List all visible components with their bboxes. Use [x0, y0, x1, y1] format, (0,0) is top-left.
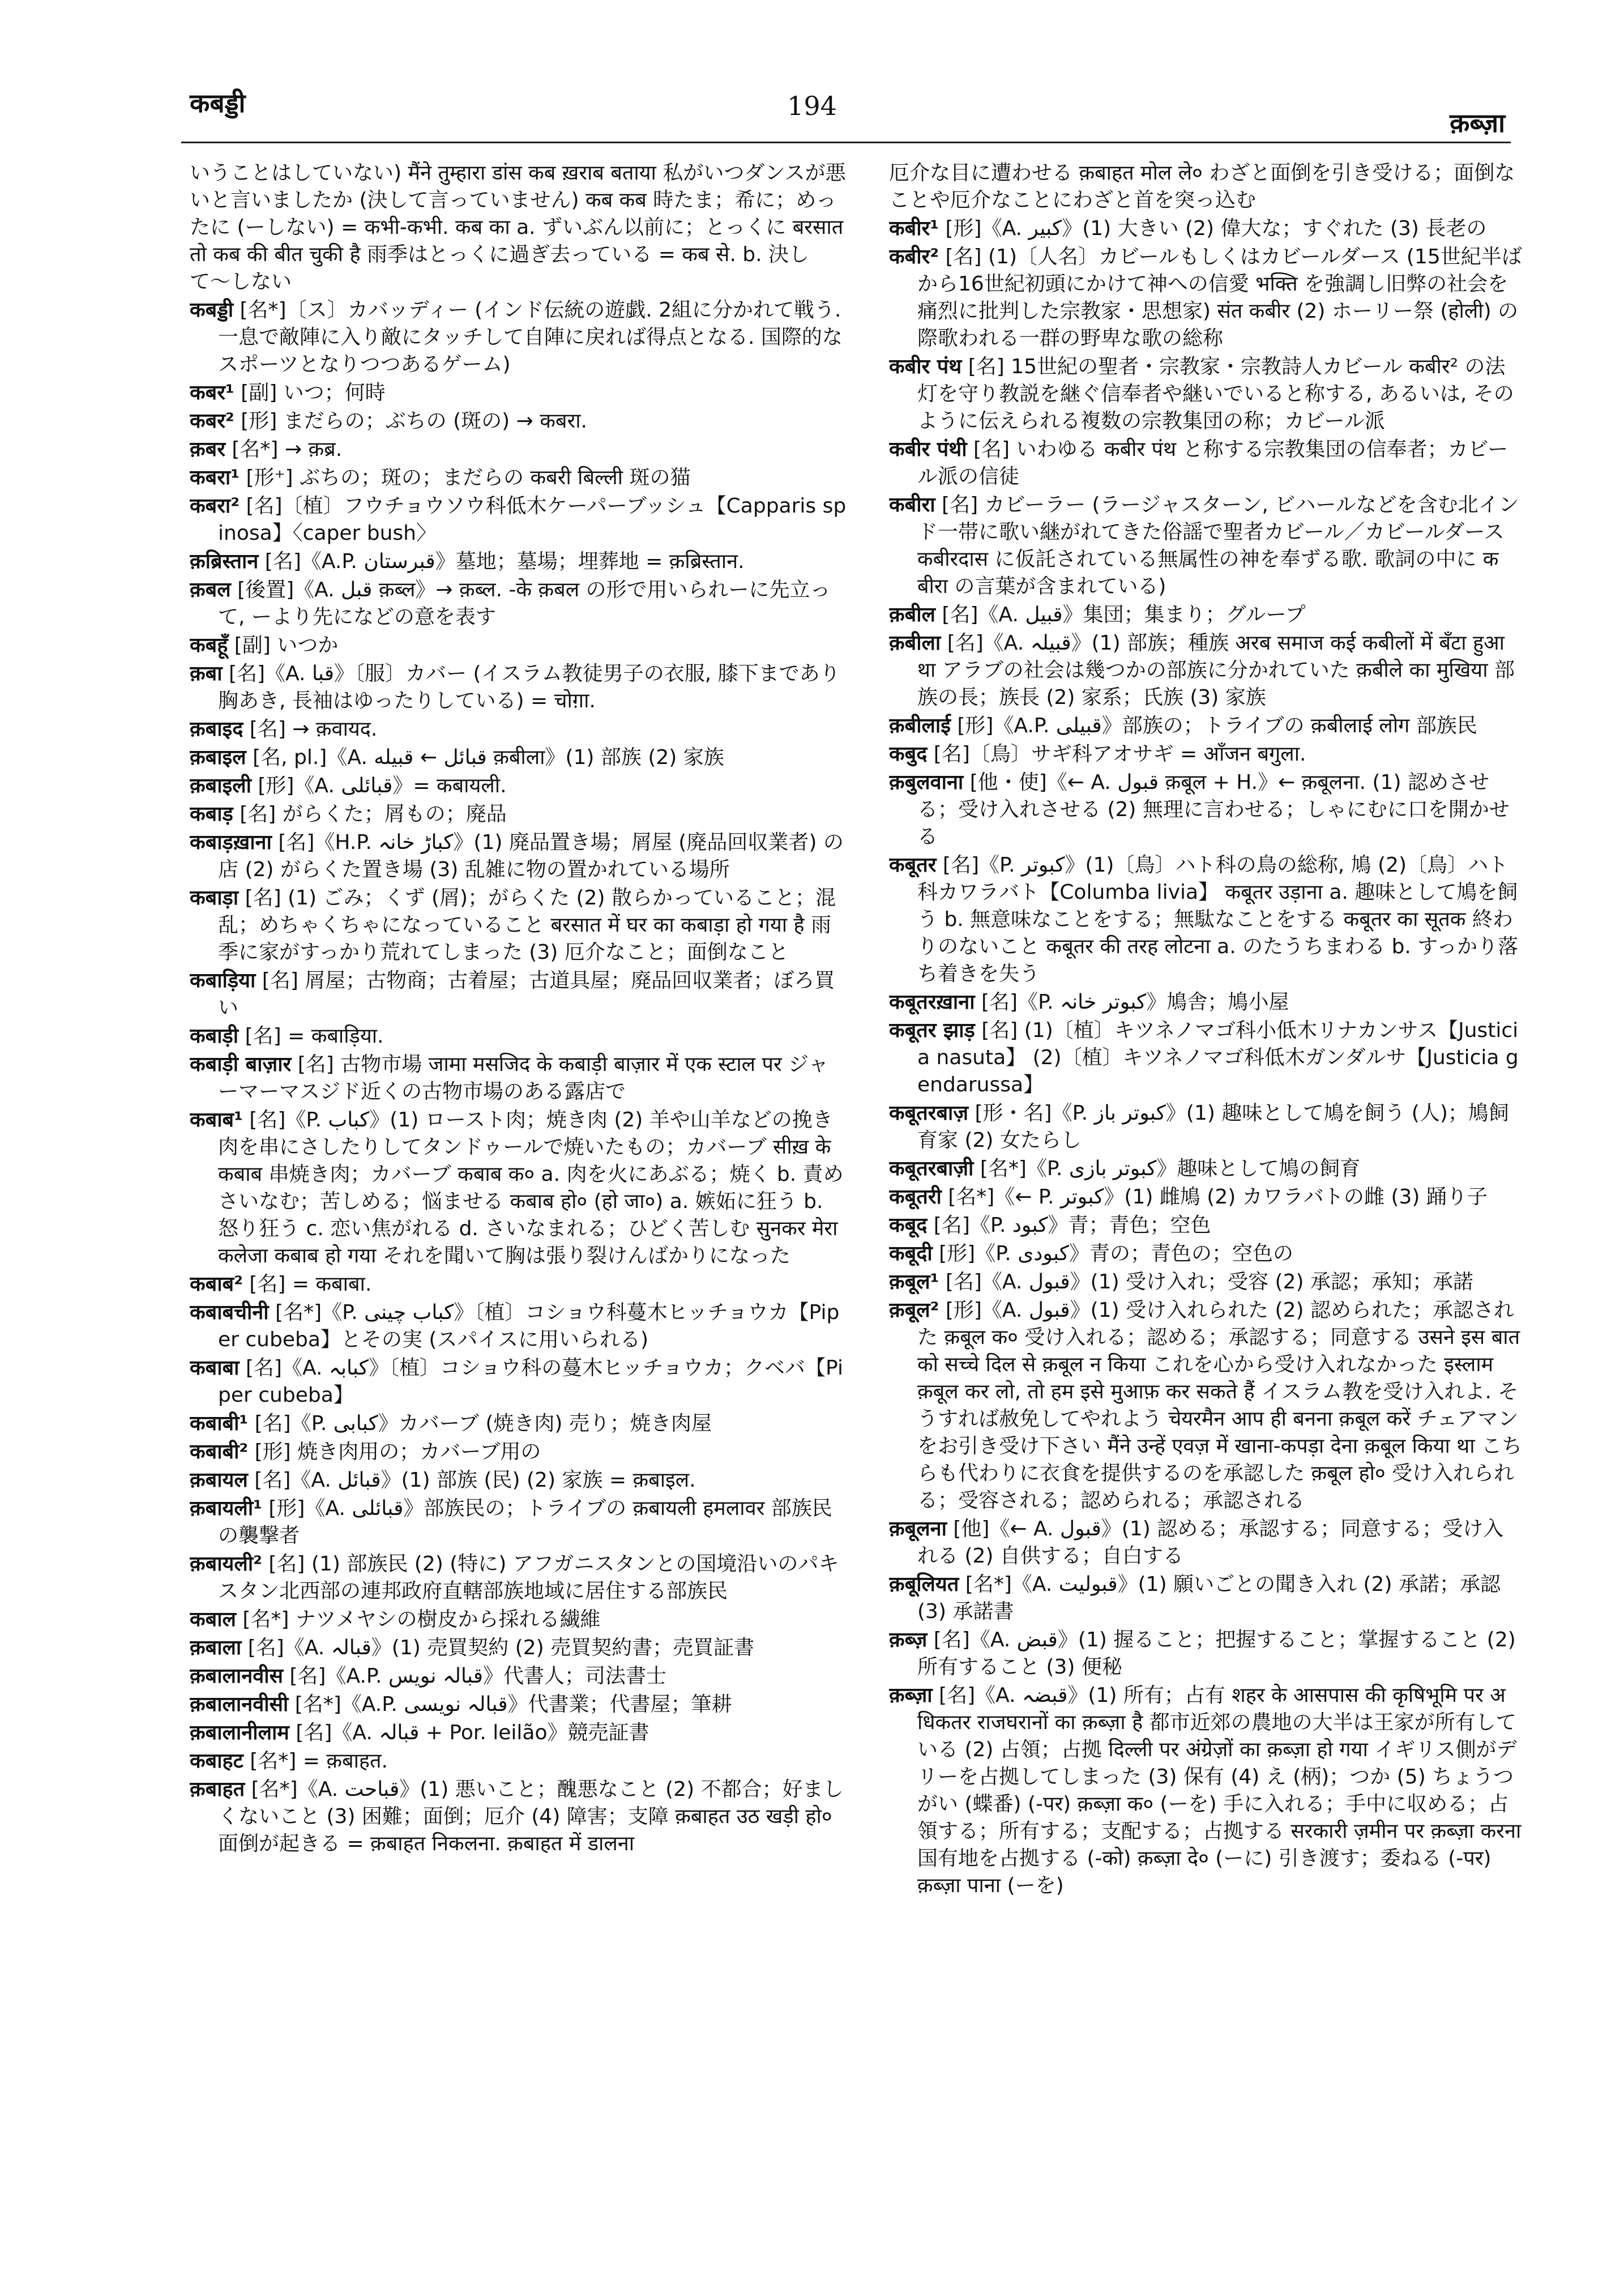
- entry-definition: [副] いつ；何時: [234, 381, 386, 404]
- dictionary-entry: [190, 1439, 847, 1466]
- dictionary-entry: [190, 885, 847, 966]
- entry-definition: [形]《A. كبير》(1) 大きい (2) 偉大な；すぐれた (3) 長老の: [939, 217, 1487, 240]
- entry-headword: कबाबा: [190, 1356, 240, 1380]
- entry-headword: कबाड़िया: [190, 969, 256, 992]
- dictionary-entry: [190, 1271, 847, 1298]
- entry-headword: क़बूलना: [889, 1517, 947, 1540]
- entry-headword: क़बालानवीसी: [190, 1693, 289, 1716]
- dictionary-entry: [889, 630, 1523, 711]
- dictionary-entry: [889, 1682, 1523, 1900]
- dictionary-entry: [889, 741, 1523, 768]
- entry-definition: [名] 15世紀の聖者・宗教家・宗教詩人カビール कबीर² の法灯を守り教説を継ぐ信奉者や継いでいると称する, あるいは, そのように伝えられる複数の宗教集団の称；カビール派: [917, 355, 1514, 433]
- entry-headword: कबर¹: [190, 381, 234, 404]
- dictionary-entry: [889, 436, 1523, 490]
- dictionary-entry: [190, 464, 847, 492]
- entry-definition: [名]《P. كباب》(1) ロースト肉；焼き肉 (2) 羊や山羊などの挽き肉を串にさしたりしてタンドゥールで焼いたもの；カバーブ सीख़ के कबाब 串焼き肉；カバーブ कबाब क० a. 肉を火にあぶる；焼く b. 責めさいなむ；苦しめる；悩ませる कबाब हो० (हो जा०) a. 嫉妬に狂う b. 怒り狂う c. 恋い焦がれる d. さいなまれる；ひどく苦しむ सुनकर मेरा कलेजा कबाब हो गया それを聞いて胸は張り裂けんばかりになった: [218, 1108, 844, 1267]
- dictionary-entry: [190, 1748, 847, 1775]
- dictionary-entry: [190, 744, 847, 771]
- dictionary-entry: [889, 1017, 1523, 1099]
- entry-definition: [名] (1) ごみ；くず (屑)；がらくた (2) 散らかっていること；混乱；めちゃくちゃになっていること बरसात में घर का कबाड़ा हो गया है 雨季に家がすっかり荒れてしまった (3) 厄介なこと；面倒なこと: [218, 886, 836, 964]
- dictionary-entry: [190, 660, 847, 715]
- dictionary-entry: [190, 967, 847, 1022]
- entry-headword: कबीर पंथ: [889, 355, 962, 378]
- entry-headword: कबरा²: [190, 494, 240, 518]
- entry-definition: [名*]《A.P. قبالہ نويسى》代書業；代書屋；筆耕: [288, 1693, 732, 1716]
- dictionary-entry: [190, 1355, 847, 1409]
- entry-definition: [名]《P. كبوتر》(1)〔鳥〕ハト科の鳥の総称, 鳩 (2)〔鳥〕ハト科カワラバト【Columba livia】 कबूतर उड़ाना a. 趣味として鳩を飼う b. 無意味なことをする；無駄なことをする कबूतर का सूतक 終わりのないこと कबूतर की तरह लोटना a. のたうちまわる b. すっかり落ち着きを失う: [917, 853, 1519, 985]
- dictionary-entry: [889, 353, 1523, 435]
- entry-headword: कबड्डी: [190, 298, 234, 322]
- entry-definition: [形]《A.P. قبيلى》部族の；トライブの क़बीलाई लोग 部族民: [950, 714, 1477, 737]
- entry-headword: कबाब²: [190, 1273, 243, 1296]
- right-column: [889, 160, 1523, 2255]
- entry-definition: [名]《P. كبود》青；青色；空色: [927, 1214, 1211, 1237]
- dictionary-entry: [190, 1663, 847, 1690]
- entry-headword: कबीरा: [889, 493, 935, 517]
- entry-definition: [名]《A. قبض》(1) 握ること；把握すること；掌握すること (2) 所有すること (3) 便秘: [917, 1628, 1516, 1679]
- dictionary-entry: [190, 1051, 847, 1106]
- entry-headword: क़बुलवाना: [889, 771, 964, 794]
- entry-headword: कबीर पंथी: [889, 438, 967, 461]
- dictionary-entry: [190, 801, 847, 828]
- entry-definition: [名]〔鳥〕サギ科アオサギ = आँजन बगुला.: [927, 742, 1306, 766]
- dictionary-entry: [190, 772, 847, 800]
- entry-headword: कबाड़ख़ाना: [190, 831, 272, 854]
- entry-definition: [名]《A. قبيلہ》(1) 部族；種族 अरब समाज कई कबीलों में बँटा हुआ था アラブの社会は幾つかの部族に分かれていた क़बीले का मुखिया 部族の長；族長 (2) 家系；氏族 (3) 家族: [917, 631, 1515, 709]
- entry-definition: [名*]〔ス〕カバッディー (インド伝統の遊戯. 2組に分かれて戦う. 一息で敵陣に入り敵にタッチして自陣に戻れば得点となる. 国際的なスポーツとなりつつあるゲーム): [218, 298, 843, 376]
- entry-headword: क़बर: [190, 438, 225, 461]
- entry-definition: [名] (1)〔植〕キツネノマゴ科小低木リナカンサス【Justicia nasuta】 (2)〔植〕キツネノマゴ科低木ガンダルサ【Justicia gendarussa】: [917, 1019, 1519, 1096]
- entry-definition: [名*]《A. قباحت》(1) 悪いこと；醜悪なこと (2) 不都合；好ましくないこと (3) 困難；面倒；厄介 (4) 障害；支障 क़बाहत उठ खड़ी हो० 面倒が起きる = क़बाहत निकलना. क़बाहत में डालना: [218, 1778, 844, 1855]
- entry-definition: [後置]《A. قبل क़ब्ल》→ क़ब्ल. -के क़बल の形で用いられーに先立って, ーより先になどの意を表す: [218, 578, 831, 629]
- entry-headword: कबूतरबाज़: [889, 1102, 969, 1125]
- dictionary-entry: [190, 1023, 847, 1050]
- entry-headword: कबाबी²: [190, 1440, 249, 1463]
- entry-definition: [名*]《← P. كبوتر》(1) 雌鳩 (2) カワラバトの雌 (3) 踊り子: [941, 1185, 1488, 1209]
- entry-headword: कबूतरी: [889, 1185, 942, 1209]
- entry-headword: क़बालानवीस: [190, 1664, 283, 1688]
- entry-headword: कबूतरख़ाना: [889, 991, 975, 1014]
- entry-definition: [名] (1) 部族民 (2) (特に) アフガニスタンとの国境沿いのパキスタン北西部の連邦政府直轄部族地域に居住する部族民: [218, 1552, 839, 1603]
- entry-definition: [名]《A. قبا》〔服〕カバー (イスラム教徒男子の衣服, 膝下まであり胸あき, 長袖はゆったりしている) = चोग़ा.: [218, 662, 840, 712]
- entry-headword: कबाड़ा: [190, 886, 239, 910]
- entry-headword: कबूतर: [889, 853, 937, 877]
- entry-definition: [名] がらくた；屑もの；廃品: [233, 803, 507, 826]
- entry-definition: [名]《A.P. قبرستان》墓地；墓場；埋葬地 = क़ब्रिस्तान.: [258, 550, 745, 573]
- dictionary-entry: [889, 492, 1523, 600]
- dictionary-entry: [889, 1212, 1523, 1239]
- entry-definition: [名*]《A. قبوليت》(1) 願いごとの聞き入れ (2) 承諾；承認 (3) 承諾書: [917, 1573, 1501, 1623]
- dictionary-entry: [889, 1571, 1523, 1625]
- entry-headword: क़बालानीलाम: [190, 1721, 289, 1744]
- entry-headword: क़बल: [190, 578, 231, 601]
- dictionary-entry: [889, 1184, 1523, 1211]
- entry-definition: [名] = कबाड़िया.: [238, 1025, 384, 1048]
- dictionary-entry: [190, 379, 847, 407]
- entry-definition: [他]《← A. قبول》(1) 認める；承認する；同意する；受け入れる (2) 自供する；自白する: [917, 1517, 1504, 1568]
- dictionary-entry: [889, 601, 1523, 629]
- entry-headword: क़बाइली: [190, 774, 251, 797]
- dictionary-entry: [889, 1240, 1523, 1267]
- page-number: 194: [787, 91, 837, 121]
- left-column: [190, 160, 847, 2255]
- entry-definition: [名*]《P. كبوتر بازى》趣味として鳩の飼育: [973, 1157, 1361, 1180]
- entry-definition: [形]《A. قبائلی》部族民の；トライブの क़बायली हमलावर 部族民の襲撃者: [218, 1497, 832, 1547]
- entry-definition: [名] 屑屋；古物商；古着屋；古道具屋；廃品回収業者；ぼろ買い: [218, 969, 835, 1019]
- dictionary-entry: [190, 1776, 847, 1858]
- entry-definition: [名]《A. قبول》(1) 受け入れ；受容 (2) 承認；承知；承諾: [939, 1270, 1473, 1294]
- entry-headword: कबुद: [889, 742, 928, 766]
- dictionary-entry: [889, 769, 1523, 851]
- dictionary-entry: [190, 1107, 847, 1270]
- dictionary-entry: [889, 1269, 1523, 1296]
- entry-definition: [名]《A. قبائل》(1) 部族 (民) (2) 家族 = क़बाइल.: [247, 1469, 696, 1492]
- entry-definition: [名]《A. قبالہ + Por. leilão》競売証書: [289, 1721, 649, 1744]
- dictionary-entry: [190, 1634, 847, 1662]
- entry-definition: [名, pl.]《A. قبائل ← قبيله क़बीला》(1) 部族 (2) 家族: [246, 746, 724, 769]
- entry-headword: कबाड़: [190, 803, 233, 826]
- entry-definition: 厄介な目に遭わせる क़बाहत मोल ले० わざと面倒を引き受ける；面倒なことや厄介なことにわざと首を突っ込む: [889, 161, 1515, 212]
- entry-headword: कबूदी: [889, 1242, 933, 1265]
- entry-definition: [名]《A. قبالہ》(1) 売買契約 (2) 売買契約書；売買証書: [241, 1636, 755, 1659]
- entry-headword: कबरा¹: [190, 466, 240, 489]
- running-head-right: क़ब्ज़ा: [1450, 108, 1505, 138]
- page-header: [0, 0, 1624, 147]
- entry-headword: क़बील: [889, 603, 935, 626]
- dictionary-entry: [190, 1551, 847, 1605]
- dictionary-entry: [190, 1719, 847, 1747]
- entry-headword: क़बा: [190, 662, 223, 685]
- entry-definition: [形]《A. قبائلی》= कबायली.: [251, 774, 507, 797]
- entry-definition: [名*]《P. كباب چينى》〔植〕コショウ科蔓木ヒッチョウカ【Piper cubeba】とその実 (スパイスに用いられる): [218, 1301, 840, 1351]
- dictionary-entry: [190, 548, 847, 575]
- dictionary-entry: [190, 1467, 847, 1494]
- entry-headword: कबाड़ी बाज़ार: [190, 1053, 292, 1076]
- entry-definition: [他・使]《← A. قبول क़बूल + H.》← क़बूलना. (1) 認めさせる；受け入れさせる (2) 無理に言わせる；しゃにむに口を開かせる: [917, 771, 1510, 848]
- entry-definition: [形] 焼き肉用の；カバーブ用の: [248, 1440, 541, 1463]
- dictionary-entry: [889, 852, 1523, 988]
- dictionary-entry: [190, 632, 847, 659]
- entry-definition: [名]《P. كبابى》カバーブ (焼き肉) 売り；焼き肉屋: [248, 1412, 712, 1435]
- entry-definition: [名] いわゆる कबीर पंथ と称する宗教集団の信奉者；カビール派の信徒: [917, 438, 1508, 488]
- entry-definition: [形]《A. قبول》(1) 受け入れられた (2) 認められた；承認された क़बूल क० 受け入れる；認める；承認する；同意する उसने इस बात को सच्चे दिल से क़बूल न किया これを心から受け入れなかった इस्लाम क़बूल कर लो, तो हम इसे मुआफ़ कर सकते हैं イスラム教を受け入れよ. そうすれば赦免してやれよう चेयरमैन आप ही बनना क़बूल करें チェアマンをお引き受け下さい मैंने उन्हें एवज़ में खाना-कपड़ा देना क़बूल किया था こちらも代わりに衣食を提供するのを承認した क़बूल हो० 受け入れられる；受容される；認められる；承認される: [917, 1299, 1522, 1512]
- dictionary-entry: [190, 408, 847, 435]
- entry-headword: कबाड़ी: [190, 1025, 239, 1048]
- dictionary-entry: [889, 160, 1523, 214]
- dictionary-entry: [889, 215, 1523, 242]
- entry-definition: [形⁺] ぶちの；斑の；まだらの कबरी बिल्ली 斑の猫: [240, 466, 691, 489]
- entry-headword: कबूतरबाज़ी: [889, 1157, 974, 1180]
- dictionary-entry: [889, 1516, 1523, 1570]
- entry-definition: [名*] = क़बाहत.: [243, 1749, 388, 1773]
- entry-headword: कबाबी¹: [190, 1412, 249, 1435]
- dictionary-entry: [190, 160, 847, 296]
- entry-headword: क़बूलियत: [889, 1573, 959, 1596]
- entry-headword: कबीर²: [889, 245, 939, 268]
- entry-headword: क़बायली²: [190, 1552, 262, 1576]
- dictionary-entry: [889, 989, 1523, 1016]
- entry-definition: [名]《A. كبابہ》〔植〕コショウ科の蔓木ヒッチョウカ；クベバ【Piper cubeba】: [218, 1356, 843, 1407]
- entry-headword: क़बाइद: [190, 718, 243, 741]
- entry-headword: कबर²: [190, 409, 234, 433]
- entry-headword: कबाबचीनी: [190, 1301, 269, 1324]
- entry-headword: कबूतर झाड़: [889, 1019, 975, 1042]
- entry-headword: क़ब्रिस्तान: [190, 550, 259, 573]
- entry-definition: いうことはしていない) मैंने तुम्हारा डांस कब ख़राब बताया 私がいつダンスが悪いと言いましたか (決して言っていません) कब कब 時たま；希に；めったに (ーしない) = कभी-कभी. कब का a. ずいぶん以前に；とっくに बरसात तो कब की बीत चुकी है 雨季はとっくに過ぎ去っている = कब से. b. 決して〜しない: [190, 161, 846, 293]
- entry-headword: क़बीलाई: [889, 714, 951, 737]
- entry-definition: [名] = कबाबा.: [242, 1273, 372, 1296]
- entry-definition: [名] → क़वायद.: [243, 718, 378, 741]
- dictionary-entry: [190, 1299, 847, 1354]
- entry-definition: [名]《A.P. قبالہ نويس》代書人；司法書士: [283, 1664, 666, 1688]
- dictionary-entry: [190, 1691, 847, 1718]
- entry-definition: [名]〔植〕フウチョウソウ科低木ケーパーブッシュ【Capparis spinosa】〈caper bush〉: [218, 494, 847, 545]
- entry-headword: कबाहट: [190, 1749, 243, 1773]
- entry-headword: कबाल: [190, 1608, 236, 1631]
- entry-headword: कबीर¹: [889, 217, 939, 240]
- entry-headword: क़बाला: [190, 1636, 242, 1659]
- entry-headword: क़बायल: [190, 1469, 248, 1492]
- running-head-left: कबड्डी: [190, 88, 246, 118]
- dictionary-entry: [190, 297, 847, 378]
- dictionary-entry: [889, 244, 1523, 352]
- entry-definition: [名]《P. كبوتر خانہ》鳩舎；鳩小屋: [975, 991, 1289, 1014]
- entry-headword: कबाब¹: [190, 1108, 243, 1132]
- dictionary-entry: [190, 436, 847, 463]
- dictionary-entry: [889, 1100, 1523, 1154]
- entry-headword: क़बायली¹: [190, 1497, 262, 1520]
- entry-definition: [名] 古物市場 जामा मसजिद के कबाड़ी बाज़ार में एक स्टाल पर ジャーマーマスジド近くの古物市場のある露店で: [218, 1053, 829, 1103]
- entry-headword: कबहूँ: [190, 634, 228, 657]
- entry-definition: [形・名]《P. كبوتر باز》(1) 趣味として鳩を飼う (人)；鳩飼育家 (2) 女たらし: [917, 1102, 1509, 1152]
- entry-definition: [名]《A. قبضہ》(1) 所有；占有 शहर के आसपास की कृषिभूमि पर अधिकतर राजघरानों का क़ब्ज़ा है 都市近郊の農地の大半は王家が所有している (2) 占領；占拠 दिल्ली पर अंग्रेज़ों का क़ब्ज़ा हो गया イギリス側がデリーを占拠してしまった (3) 保有 (4) え (柄)；つか (5) ちょうつがい (蝶番) (-पर) क़ब्ज़ा क० (ーを) 手に入れる；手中に収める；占領する；所有する；支配する；占拠する सरकारी ज़मीन पर क़ब्ज़ा करना 国有地を占拠する (-को) क़ब्ज़ा दे० (ーに) 引き渡す；委ねる (-पर) क़ब्ज़ा पाना (ーを): [917, 1684, 1522, 1897]
- dictionary-entry: [889, 712, 1523, 740]
- dictionary-entry: [190, 716, 847, 743]
- entry-definition: [名*] ナツメヤシの樹皮から採れる繊維: [236, 1608, 601, 1631]
- dictionary-entry: [190, 1495, 847, 1550]
- entry-definition: [形]《P. كبودى》青の；青色の；空色の: [932, 1242, 1294, 1265]
- entry-definition: [副] いつか: [228, 634, 339, 657]
- entry-definition: [形] まだらの；ぶちの (斑の) → कबरा.: [234, 409, 587, 433]
- entry-definition: [名] カビーラー (ラージャスターン, ビハールなどを含む北インド一帯に歌い継がれてきた俗謡で聖者カビール／カビールダース कबीरदास に仮託されている無属性の神を奉ずる歌. 歌詞の中に कबीरा の言葉が含まれている): [917, 493, 1519, 598]
- dictionary-entry: [190, 1410, 847, 1437]
- entry-headword: कबूद: [889, 1214, 928, 1237]
- dictionary-entry: [889, 1627, 1523, 1681]
- entry-headword: क़बूल¹: [889, 1270, 939, 1294]
- dictionary-entry: [190, 577, 847, 631]
- dictionary-entry: [190, 493, 847, 547]
- entry-headword: क़बाइल: [190, 746, 246, 769]
- entry-headword: क़बीला: [889, 631, 941, 655]
- dictionary-entry: [190, 829, 847, 883]
- entry-definition: [名] (1)〔人名〕カビールもしくはカビールダース (15世紀半ばから16世紀初頭にかけて神への信愛 भक्ति を強調し旧弊の社会を痛烈に批判した宗教家・思想家) संत कबीर (2) ホーリー祭 (होली) の際歌われる一群の野卑な歌の総称: [917, 245, 1522, 350]
- dictionary-entry: [889, 1155, 1523, 1183]
- entry-definition: [名]《H.P. كباڑ خانہ》(1) 廃品置き場；屑屋 (廃品回収業者) の店 (2) がらくた置き場 (3) 乱雑に物の置かれている場所: [218, 831, 844, 881]
- entry-headword: क़ब्ज़: [889, 1628, 928, 1651]
- dictionary-entry: [889, 1297, 1523, 1514]
- entry-headword: क़बूल²: [889, 1299, 939, 1322]
- entry-definition: [名*] → क़ब्र.: [225, 438, 343, 461]
- header-rule: [181, 142, 1511, 143]
- entry-headword: क़बाहत: [190, 1778, 245, 1801]
- entry-headword: क़ब्ज़ा: [889, 1684, 933, 1707]
- entry-definition: [名]《A. قبيل》集団；集まり；グループ: [935, 603, 1306, 626]
- dictionary-entry: [190, 1606, 847, 1633]
